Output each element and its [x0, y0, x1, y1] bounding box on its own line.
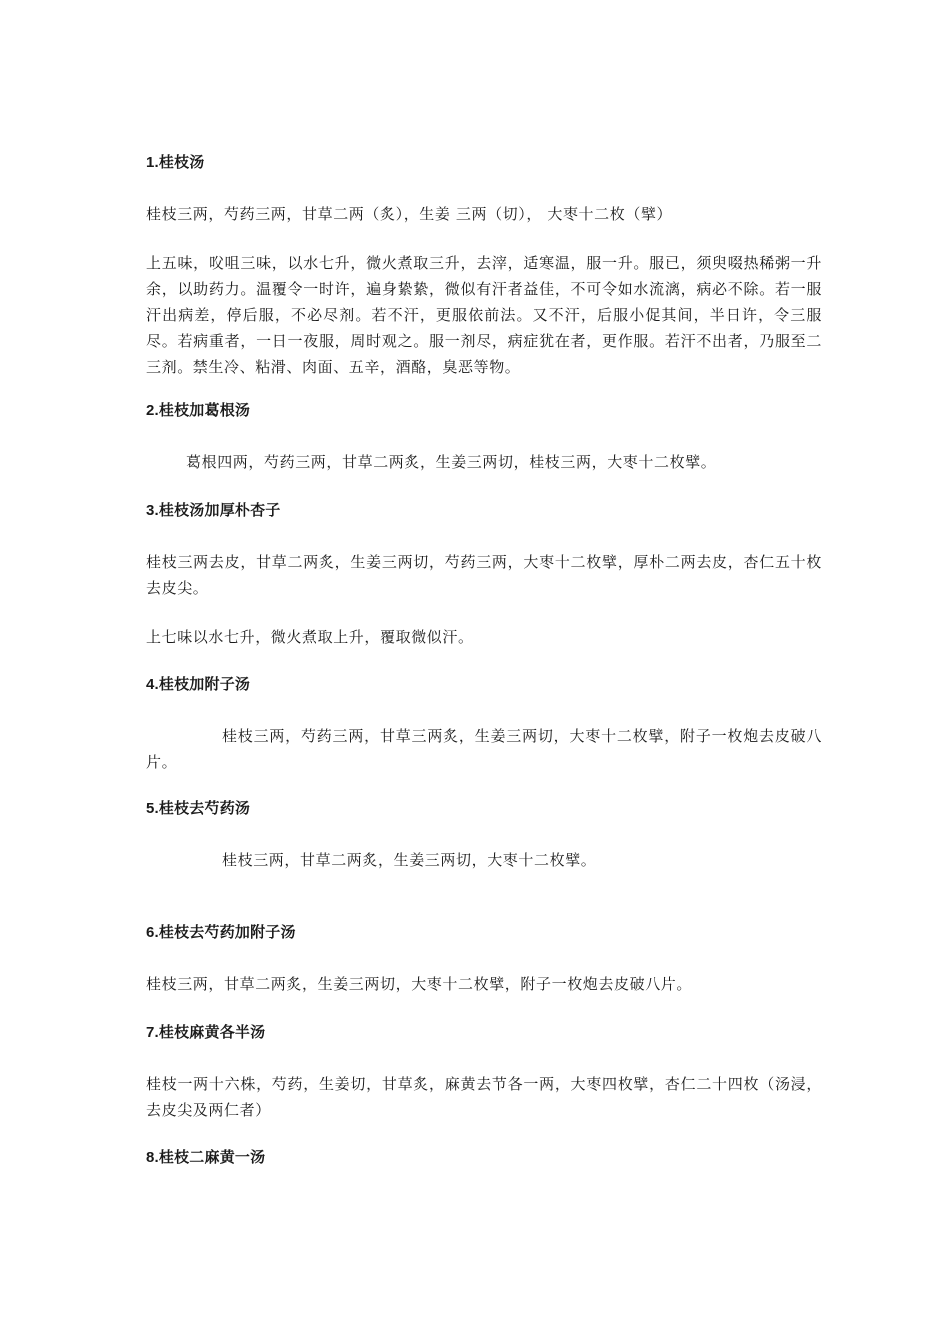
- section-heading-3: 3.桂枝汤加厚朴杏子: [146, 502, 281, 519]
- section-4-ingredients: 桂枝三两，芍药三两，甘草三两炙，生姜三两切，大枣十二枚擘，附子一枚炮去皮破八片。: [146, 727, 822, 771]
- section-1-method: 上五味，㕮咀三味，以水七升，微火煮取三升，去滓，适寒温，服一升。服已，须臾啜热稀粥一升余，以助药力。温覆令一时许，遍身絷絷，微似有汗者益佳，不可令如水流漓，病必不除。若一服汗出病差，停后服，不必尽剂。若不汗，更服依前法。又不汗，后服小促其间，半日许，令三服尽。若病重者，一日一夜服，周时观之。服一剂尽，病症犹在者，更作服。若汗不出者，乃服至二三剂。禁生冷、粘滑、肉面、五辛，酒酪，臭恶等物。: [146, 254, 822, 376]
- section-6-ingredients: 桂枝三两，甘草二两炙，生姜三两切，大枣十二枚擘，附子一枚炮去皮破八片。: [146, 975, 693, 993]
- section-heading-5: 5.桂枝去芍药汤: [146, 800, 251, 817]
- section-1-ingredients: 桂枝三两，芍药三两，甘草二两（炙），生姜 三两（切）， 大枣十二枚（擘）: [146, 205, 673, 223]
- section-7-ingredients: 桂枝一两十六株，芍药，生姜切，甘草炙，麻黄去节各一两，大枣四枚擘，杏仁二十四枚（汤浸，去皮尖及两仁者）: [146, 1075, 822, 1119]
- section-heading-7: 7.桂枝麻黄各半汤: [146, 1024, 266, 1041]
- section-heading-1: 1.桂枝汤: [146, 154, 205, 171]
- section-2-ingredients: 葛根四两，芍药三两，甘草二两炙，生姜三两切，桂枝三两，大枣十二枚擘。: [186, 453, 717, 471]
- section-3-method: 上七味以水七升，微火煮取上升，覆取微似汗。: [146, 628, 474, 646]
- section-heading-4: 4.桂枝加附子汤: [146, 676, 251, 693]
- section-heading-2: 2.桂枝加葛根汤: [146, 402, 251, 419]
- section-heading-8: 8.桂枝二麻黄一汤: [146, 1149, 266, 1166]
- section-3-ingredients: 桂枝三两去皮，甘草二两炙，生姜三两切，芍药三两，大枣十二枚擘，厚朴二两去皮，杏仁五十枚去皮尖。: [146, 553, 822, 597]
- section-heading-6: 6.桂枝去芍药加附子汤: [146, 924, 296, 941]
- section-5-ingredients: 桂枝三两，甘草二两炙，生姜三两切，大枣十二枚擘。: [222, 851, 597, 869]
